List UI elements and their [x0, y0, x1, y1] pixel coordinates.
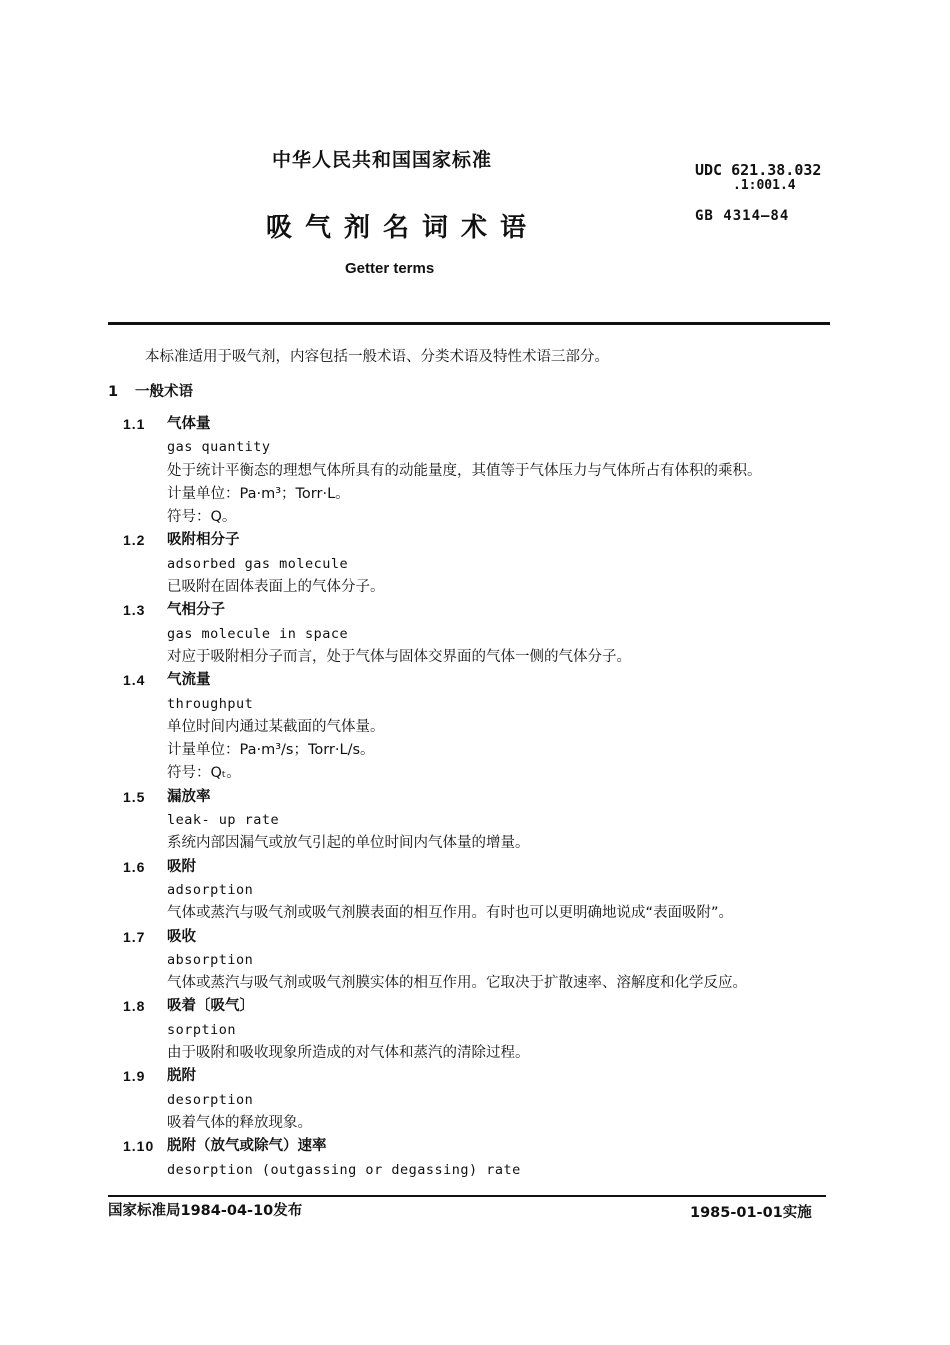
term-number: 1.3	[123, 602, 146, 619]
term-definition: 已吸附在固体表面上的气体分子。	[167, 579, 385, 596]
term-english: throughput	[167, 695, 254, 712]
term-chinese: 漏放率	[167, 788, 211, 805]
term-english: desorption	[167, 1091, 254, 1108]
term-number: 1.1	[123, 416, 146, 432]
term-entry	[123, 786, 843, 856]
term-chinese: 吸附相分子	[167, 532, 240, 549]
term-chinese: 吸附	[167, 858, 196, 875]
term-english: desorption (outgassing or degassing) rate	[167, 1161, 521, 1178]
term-unit: 计量单位：Pa·m³；Torr·L。	[167, 485, 350, 502]
term-entry	[123, 856, 843, 926]
term-english: adsorbed gas molecule	[167, 555, 349, 572]
term-unit: 计量单位：Pa·m³/s；Torr·L/s。	[167, 742, 375, 759]
effective-date: 1985-01-01实施	[690, 1205, 812, 1221]
issue-date: 国家标准局1984-04-10发布	[108, 1203, 303, 1219]
udc-code: UDC 621.38.032	[695, 161, 822, 179]
term-english: absorption	[167, 951, 254, 968]
term-entry	[123, 529, 843, 599]
term-english: sorption	[167, 1021, 237, 1038]
term-definition: 单位时间内通过某截面的气体量。	[167, 718, 385, 735]
term-chinese: 气体量	[167, 416, 211, 432]
term-definition: 由于吸附和吸收现象所造成的对气体和蒸汽的清除过程。	[167, 1045, 530, 1062]
term-entry	[123, 669, 843, 785]
term-definition: 系统内部因漏气或放气引起的单位时间内气体量的增量。	[167, 835, 530, 852]
term-chinese: 气流量	[167, 672, 211, 689]
term-symbol: 符号：Q。	[167, 509, 237, 526]
section-number: 1	[108, 384, 119, 400]
term-number: 1.6	[123, 858, 146, 875]
term-number: 1.2	[123, 532, 146, 549]
term-definition: 气体或蒸汽与吸气剂或吸气剂膜表面的相互作用。有时也可以更明确地说成“表面吸附”。	[167, 905, 734, 922]
national-standard-heading: 中华人民共和国国家标准	[272, 149, 493, 171]
term-definition: 对应于吸附相分子而言，处于气体与固体交界面的气体一侧的气体分子。	[167, 648, 631, 665]
term-entry	[123, 995, 843, 1065]
term-chinese: 吸收	[167, 928, 196, 945]
udc-code-continued: .1:001.4	[733, 178, 796, 193]
term-entry	[123, 599, 843, 669]
term-symbol: 符号：Qₜ。	[167, 765, 241, 782]
term-number: 1.10	[123, 1138, 155, 1155]
scope-paragraph: 本标准适用于吸气剂，内容包括一般术语、分类术语及特性术语三部分。	[145, 349, 609, 365]
term-chinese: 脱附	[167, 1068, 196, 1085]
term-english: leak- up rate	[167, 812, 280, 829]
term-number: 1.7	[123, 928, 146, 945]
section-heading	[108, 380, 193, 401]
term-number: 1.9	[123, 1068, 146, 1085]
term-number: 1.8	[123, 998, 146, 1015]
term-list	[123, 413, 843, 1182]
term-number: 1.4	[123, 672, 146, 689]
term-number: 1.5	[123, 788, 146, 805]
term-entry	[123, 1065, 843, 1135]
gb-standard-number: GB 4314—84	[695, 208, 790, 224]
term-chinese: 气相分子	[167, 602, 225, 619]
term-definition: 吸着气体的释放现象。	[167, 1114, 312, 1131]
term-english: gas quantity	[167, 439, 271, 456]
bottom-divider	[108, 1195, 826, 1197]
top-divider	[108, 322, 830, 325]
term-definition: 处于统计平衡态的理想气体所具有的动能量度，其值等于气体压力与气体所占有体积的乘积。	[167, 462, 762, 479]
document-title-en: Getter terms	[345, 260, 435, 277]
document-title-zh: 吸气剂名词术语	[266, 213, 540, 243]
term-chinese: 吸着〔吸气〕	[167, 998, 254, 1015]
term-entry	[123, 926, 843, 996]
term-english: gas molecule in space	[167, 625, 349, 642]
term-definition: 气体或蒸汽与吸气剂或吸气剂膜实体的相互作用。它取决于扩散速率、溶解度和化学反应。	[167, 975, 747, 992]
term-chinese: 脱附（放气或除气）速率	[167, 1138, 327, 1155]
term-entry	[123, 413, 843, 529]
term-entry	[123, 1135, 843, 1182]
section-title: 一般术语	[135, 384, 193, 400]
term-english: adsorption	[167, 881, 254, 898]
